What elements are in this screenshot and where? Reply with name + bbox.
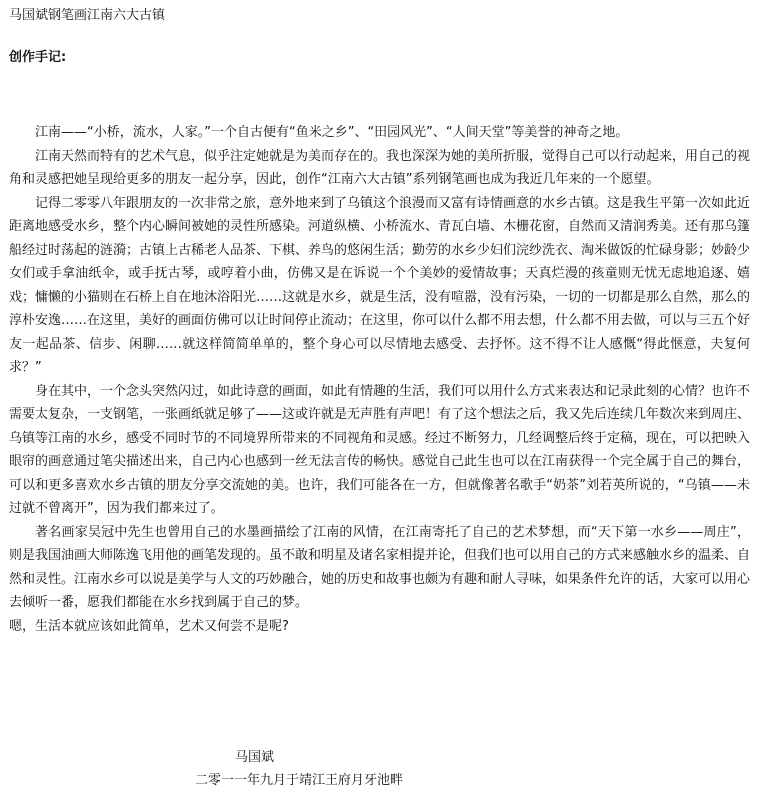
signature-author: 马国斌 [235,750,275,765]
paragraph-inspiration: 江南天然而特有的艺术气息，似乎注定她就是为美而存在的。我也深深为她的美所折服，觉得自己可以行动起来，用自己的视角和灵感把她呈现给更多的朋友一起分享，因此，创作“江南六大古镇”系列钢笔画也成为我近几年来的一个愿望。 [9,148,751,187]
section-heading: 创作手记: [9,50,67,65]
document-title: 马国斌钢笔画江南六大古镇 [9,8,166,23]
signature-block [195,746,403,792]
paragraph-closing: 嗯，生活本就应该如此简单，艺术又何尝不是呢? [9,618,289,634]
document-body [9,121,750,638]
paragraph-masters: 著名画家吴冠中先生也曾用自己的水墨画描绘了江南的风情，在江南寄托了自己的艺术梦想，而“天下第一水乡——周庄”，则是我国油画大师陈逸飞用他的画笔发现的。虽不敢和明星及诸名家相提并论，但我们也可以用自己的方式来感触水乡的温柔、自然和灵性。江南水乡可以说是美学与人文的巧妙融合，她的历史和故事也颇为有趣和耐人寻味，如果条件允许的话，大家可以用心去倾听一番，愿我们都能在水乡找到属于自己的梦。 [9,524,751,610]
paragraph-creation: 身在其中，一个念头突然闪过，如此诗意的画面，如此有情趣的生活，我们可以用什么方式来表达和记录此刻的心情？也许不需要太复杂，一支钢笔，一张画纸就足够了——这或许就是无声胜有声吧！有了这个想法之后，我又先后连续几年数次来到周庄、乌镇等江南的水乡，感受不同时节的不同境界所带来的不同视角和灵感。经过不断努力，几经调整后终于定稿，现在，可以把映入眼帘的画意通过笔尖描述出来，自己内心也感到一丝无法言传的畅快。感觉自己此生也可以在江南获得一个完全属于自己的舞台，可以和更多喜欢水乡古镇的朋友分享交流她的美。也许，我们可能各在一方，但就像著名歌手“奶茶”刘若英所说的，“乌镇——未过就不曾离开”，因为我们都来过了。 [9,383,751,516]
signature-date-place: 二零一一年九月于靖江王府月牙池畔 [195,773,404,788]
paragraph-wuzhen-trip: 记得二零零八年跟朋友的一次非常之旅，意外地来到了乌镇这个浪漫而又富有诗情画意的水乡古镇。这是我生平第一次如此近距离地感受水乡，整个内心瞬间被她的灵性所感染。河道纵横、小桥流水、青瓦白墙、木栅花窗，自然而又清润秀美。还有那乌篷船经过时荡起的涟漪；古镇上古稀老人品茶、下棋、养鸟的悠闲生活；勤劳的水乡少妇们浣纱洗衣、淘米做饭的忙碌身影；妙龄少女们或手拿油纸伞，或手抚古琴，或哼着小曲，仿佛又是在诉说一个个美妙的爱情故事；天真烂漫的孩童则无忧无虑地追逐、嬉戏；慵懒的小猫则在石桥上自在地沐浴阳光……这就是水乡，就是生活，没有喧嚣，没有污染，一切的一切都是那么自然，那么的淳朴安逸……在这里，美好的画面仿佛可以让时间停止流动；在这里，你可以什么都不用去想，什么都不用去做，可以与三五个好友一起品茶、信步、闲聊……就这样简简单单的，整个身心可以尽情地去感受、去抒怀。这不得不让人感慨“得此惬意，夫复何求？” [9,195,751,375]
paragraph-intro: 江南——“小桥，流水，人家。”一个自古便有“鱼米之乡”、“田园风光”、“人间天堂”等美誉的神奇之地。 [35,125,629,140]
